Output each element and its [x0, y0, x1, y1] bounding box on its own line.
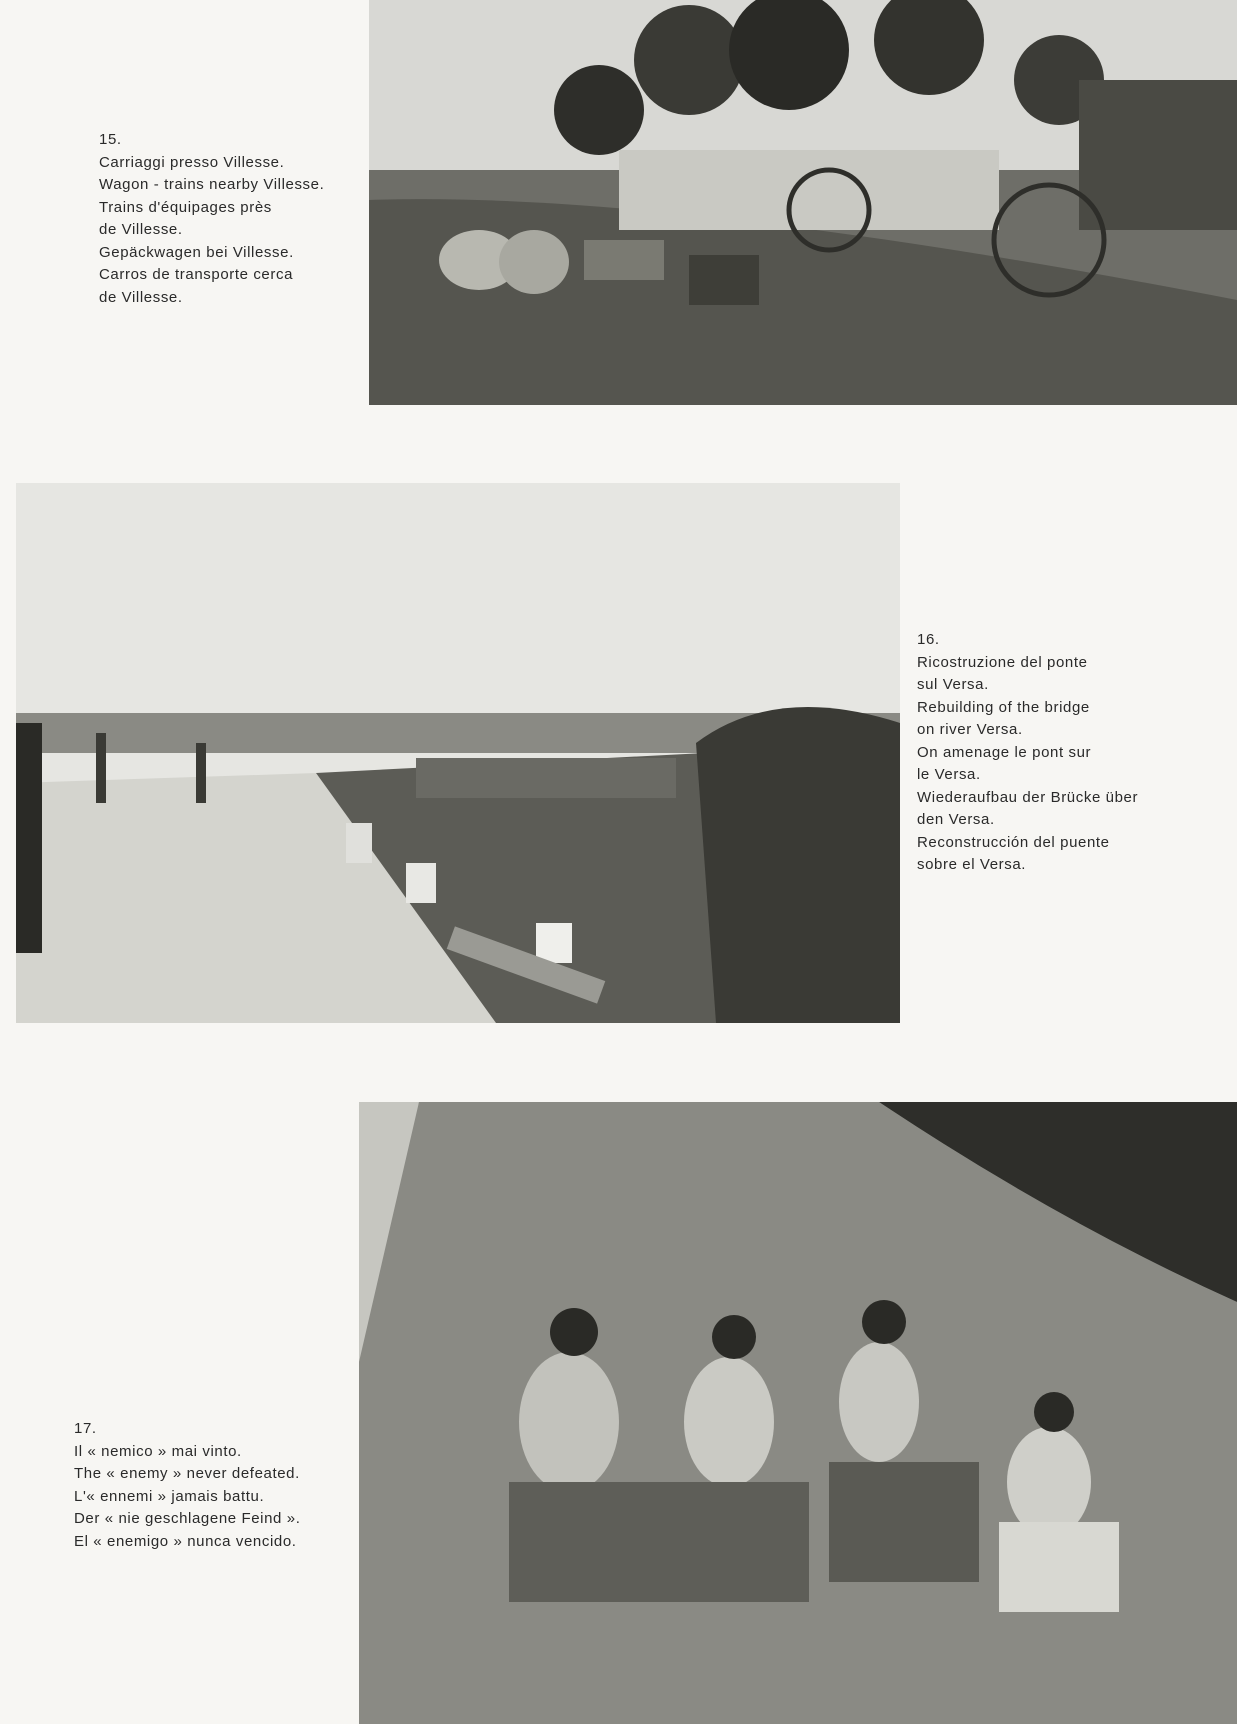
caption-line: Rebuilding of the bridge [917, 698, 1090, 716]
caption-line: Carros de transporte cerca [99, 266, 294, 283]
caption-line: Wagon - trains nearby Villesse. [99, 176, 325, 193]
caption-line: den Versa. [917, 811, 995, 828]
caption-line: Gepäckwagen bei Villesse. [99, 243, 294, 261]
caption-line: Il « nemico » mai vinto. [74, 1442, 242, 1460]
caption-line: On amenage le pont sur [917, 743, 1092, 761]
caption-line: sul Versa. [917, 676, 989, 693]
caption-line: El « enemigo » nunca vencido. [74, 1532, 297, 1550]
photo-soldiers-mending [359, 1102, 1237, 1724]
caption-line: sobre el Versa. [917, 856, 1027, 873]
photo-wagon-trains [369, 0, 1237, 405]
caption-line: Carriaggi presso Villesse. [99, 153, 285, 171]
caption-photo-15 [99, 129, 324, 309]
caption-number: 16. [917, 631, 940, 648]
caption-line: on river Versa. [917, 721, 1023, 738]
caption-number: 15. [99, 131, 122, 148]
photo-bridge-reconstruction [16, 483, 900, 1023]
caption-line: de Villesse. [99, 221, 183, 238]
caption-photo-16 [917, 629, 1138, 877]
caption-line: Trains d'équipages près [99, 198, 272, 216]
caption-line: Wiederaufbau der Brücke über [917, 788, 1139, 806]
caption-line: L'« ennemi » jamais battu. [74, 1487, 265, 1505]
caption-line: Reconstrucción del puente [917, 833, 1110, 851]
caption-number: 17. [74, 1420, 97, 1437]
caption-line: Ricostruzione del ponte [917, 653, 1088, 671]
caption-line: Der « nie geschlagene Feind ». [74, 1510, 301, 1527]
caption-line: de Villesse. [99, 288, 183, 306]
caption-photo-17 [74, 1418, 300, 1553]
caption-line: The « enemy » never defeated. [74, 1465, 300, 1482]
caption-line: le Versa. [917, 766, 981, 783]
